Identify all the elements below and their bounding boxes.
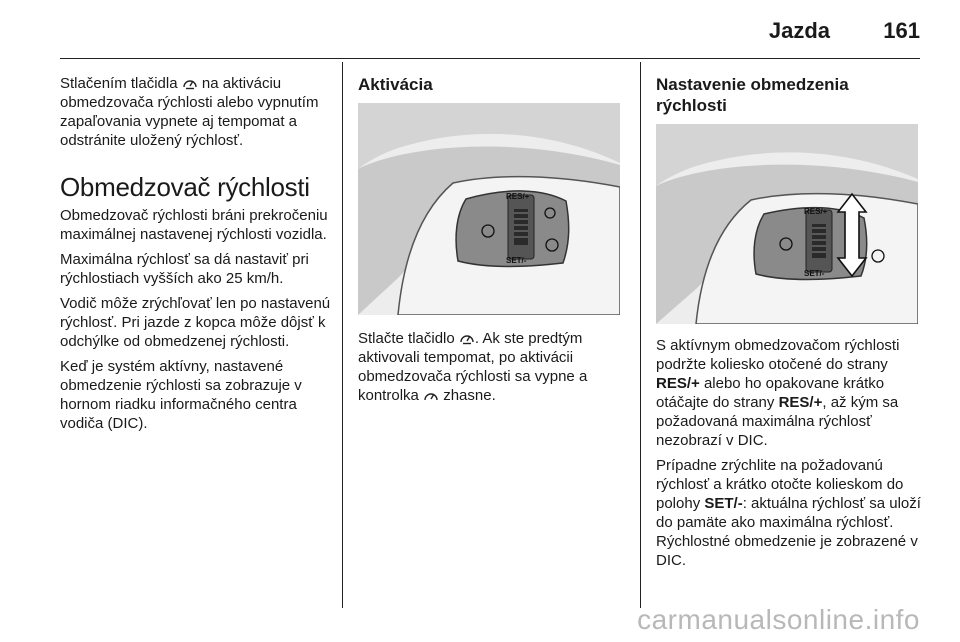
set-label: SET/- — [506, 256, 527, 265]
res-label: RES/+ — [804, 207, 828, 216]
set-label: SET/- — [804, 269, 825, 278]
steering-wheel-illustration — [358, 103, 620, 315]
paragraph: Vodič môže zrýchľovať len po nastavenú rýchlosť. Pri jazde z kopca môže dôjsť k odchýlke od obmedzenej rýchlosti. — [60, 295, 331, 350]
paragraph: Prípadne zrýchlite na požadovanú rýchlosť a krátko otočte kolieskom do polohy SET/-: aktuálna rýchlosť sa uloží do pamäte ako maximálna rýchlosť. Rýchlostné obmedzenie je zobrazené v DIC. — [656, 457, 921, 569]
cruise-control-icon — [423, 388, 439, 402]
header-rule — [60, 58, 920, 59]
steering-wheel-illustration — [656, 124, 918, 324]
paragraph: Stlačte tlačidlo . Ak ste predtým aktivovali tempomat, po aktivácii obmedzovača rýchlosti sa vypne a kontrolka zhasne. — [358, 330, 588, 404]
section-title: Jazda — [768, 18, 830, 43]
section-heading: Obmedzovač rýchlosti — [60, 172, 310, 202]
page-header — [60, 18, 920, 46]
steering-wheel-svg — [656, 124, 918, 324]
watermark: carmanualsonline.info — [637, 604, 920, 635]
page-number: 161 — [883, 18, 920, 43]
column-divider-1 — [342, 62, 343, 608]
paragraph: Maximálna rýchlosť sa dá nastaviť pri rýchlostiach vyšších ako 25 km/h. — [60, 251, 309, 287]
column-2 — [358, 74, 630, 411]
speed-limiter-icon — [459, 331, 475, 345]
steering-wheel-svg — [358, 103, 620, 315]
intro-paragraph: Stlačením tlačidla na aktiváciu obmedzovača rýchlosti alebo vypnutím zapaľovania vypnete aj tempomat a odstránite uložený rýchlosť. — [60, 75, 319, 149]
paragraph: S aktívnym obmedzovačom rýchlosti podržte koliesko otočené do strany RES/+ alebo ho opakovane krátko otáčajte do strany RES/+, až kým sa požadovaná maximálna rýchlosť nezobrazí v DIC. — [656, 337, 900, 449]
paragraph: Obmedzovač rýchlosti bráni prekročeniu maximálnej nastavenej rýchlosti vozidla. — [60, 207, 328, 243]
speed-limiter-icon — [182, 76, 198, 90]
paragraph: Keď je systém aktívny, nastavené obmedzenie rýchlosti sa zobrazuje v hornom riadku informačného centra vodiča (DIC). — [60, 358, 302, 432]
column-divider-2 — [640, 62, 641, 608]
subsection-heading: Aktivácia — [358, 75, 433, 94]
column-3 — [656, 74, 924, 576]
column-1 — [60, 74, 332, 439]
res-label: RES/+ — [506, 192, 530, 201]
subsection-heading: Nastavenie obmedzenia rýchlosti — [656, 75, 849, 115]
